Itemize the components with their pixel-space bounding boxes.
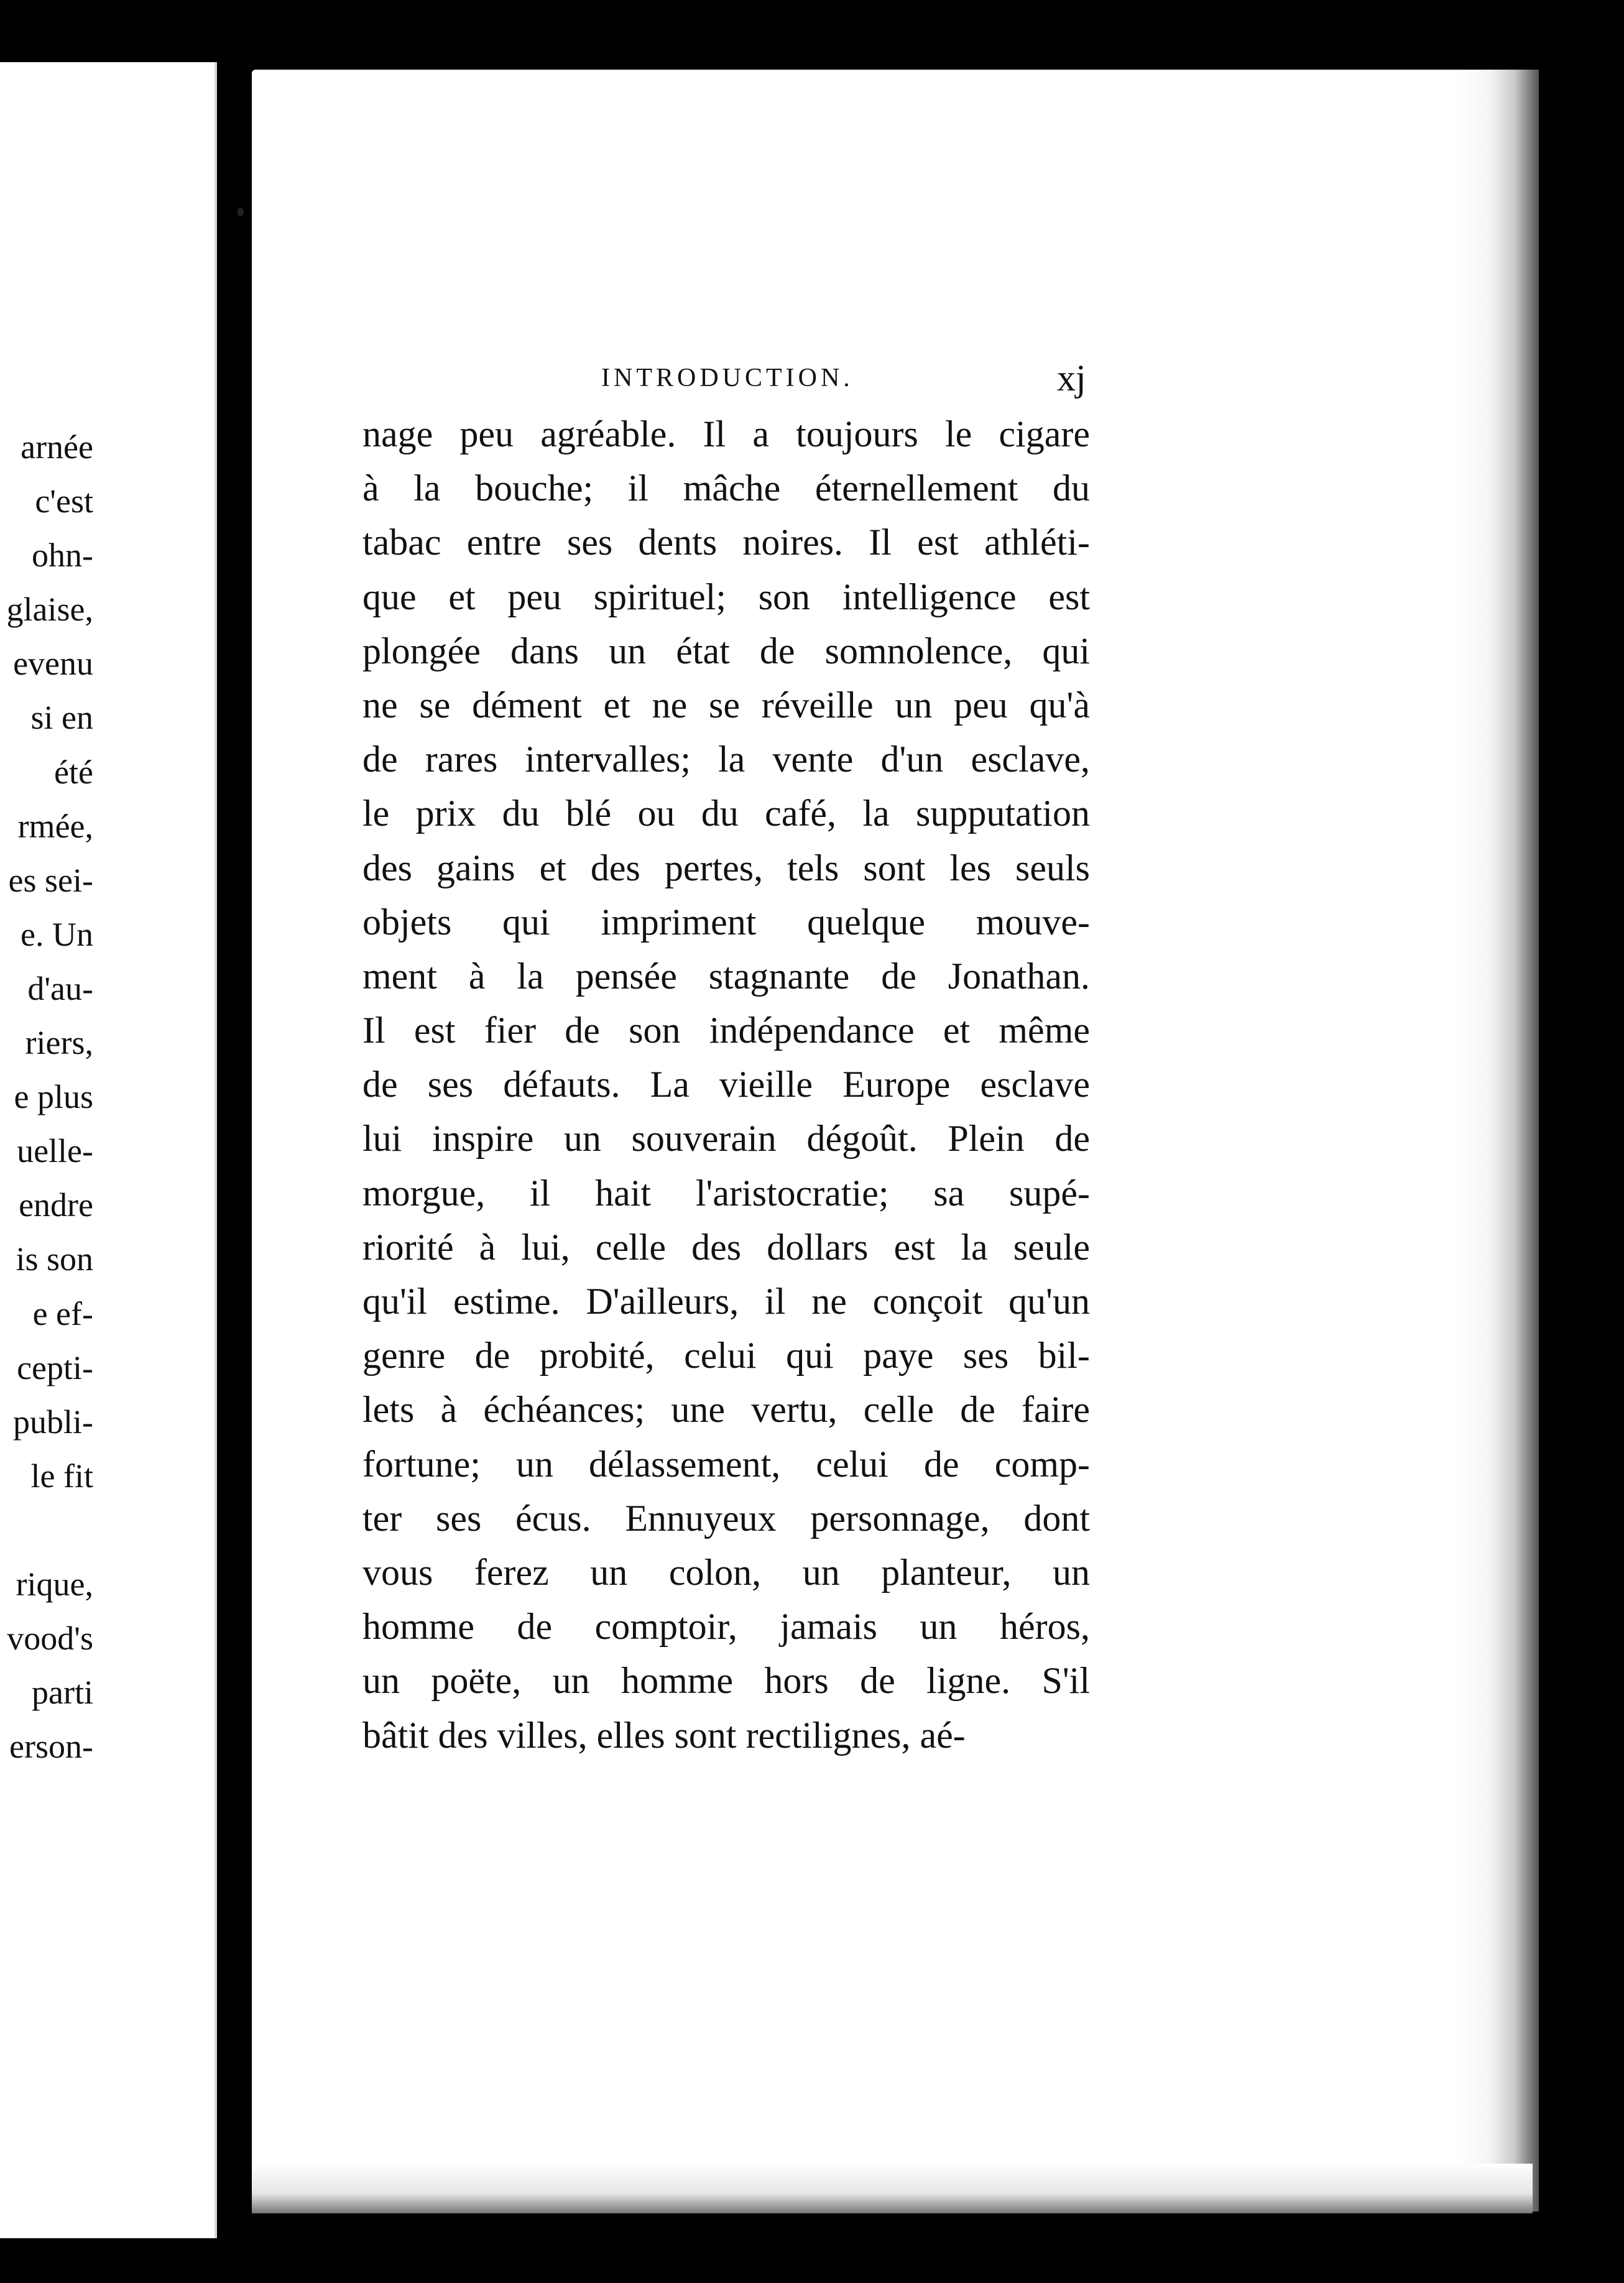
page-edge-shadow-bottom	[252, 2164, 1533, 2213]
left-fragment-line: riers,	[25, 1024, 93, 1062]
left-fragment-line: uelle-	[17, 1132, 93, 1170]
left-fragment-line: publi-	[13, 1403, 93, 1441]
text-line: qu'il estime. D'ailleurs, il ne conçoit qu'un	[362, 1281, 1090, 1322]
left-fragment-line: rmée,	[17, 807, 93, 845]
left-fragment-line: es sei-	[8, 861, 93, 899]
text-line: un poëte, un homme hors de ligne. S'il	[362, 1660, 1090, 1702]
text-line: de ses défauts. La vieille Europe esclave	[362, 1064, 1090, 1105]
text-line: Il est fier de son indépendance et même	[362, 1010, 1090, 1051]
left-fragment-line: le fit	[30, 1457, 93, 1495]
text-line: vous ferez un colon, un planteur, un	[362, 1551, 1090, 1593]
left-fragment-line	[0, 1503, 93, 1557]
left-fragment-line: evenu	[13, 645, 93, 683]
left-fragment-line: ohn-	[32, 537, 93, 574]
left-fragment-line: erson-	[9, 1728, 93, 1766]
left-page-text-fragments	[0, 420, 93, 1774]
left-fragment-line: is son	[16, 1240, 93, 1278]
text-line: lui inspire un souverain dégoût. Plein de	[362, 1118, 1090, 1160]
left-fragment-line: d'au-	[27, 969, 93, 1007]
left-fragment-line: e ef-	[32, 1294, 93, 1332]
left-facing-page	[0, 62, 217, 2238]
left-fragment-line: arnée	[21, 428, 93, 466]
left-fragment-line: parti	[32, 1674, 93, 1712]
text-line: objets qui impriment quelque mouve-	[362, 901, 1090, 943]
text-line: fortune; un délassement, celui de comp-	[362, 1443, 1090, 1485]
left-fragment-line: si en	[30, 699, 93, 737]
left-fragment-line: vood's	[7, 1620, 93, 1658]
page-number: xj	[1057, 357, 1086, 399]
left-fragment-line: rique,	[16, 1565, 93, 1603]
text-line: des gains et des pertes, tels sont les seuls	[362, 847, 1090, 888]
text-line: homme de comptoir, jamais un héros,	[362, 1606, 1090, 1648]
page-edge-shadow-right	[1458, 70, 1539, 2212]
text-line: que et peu spirituel; son intelligence est	[362, 576, 1090, 617]
body-text	[362, 407, 1090, 1763]
text-line: genre de probité, celui qui paye ses bil-	[362, 1335, 1090, 1377]
left-fragment-line: e. Un	[21, 915, 93, 953]
text-line: nage peu agréable. Il a toujours le cigare	[362, 413, 1090, 454]
ink-speck	[238, 208, 244, 216]
text-line: ter ses écus. Ennuyeux personnage, dont	[362, 1497, 1090, 1539]
text-line: ne se dément et ne se réveille un peu qu'à	[362, 684, 1090, 726]
left-fragment-line: e plus	[14, 1078, 93, 1116]
text-line-continued: bâtit des villes, elles sont rectilignes, aé-	[362, 1714, 966, 1756]
text-line: le prix du blé ou du café, la supputation	[362, 793, 1090, 834]
text-line: à la bouche; il mâche éternellement du	[362, 468, 1090, 509]
text-line: plongée dans un état de somnolence, qui	[362, 630, 1090, 671]
left-fragment-line: glaise,	[6, 591, 93, 629]
text-line: morgue, il hait l'aristocratie; sa supé-	[362, 1172, 1090, 1214]
left-fragment-line: cepti-	[17, 1349, 93, 1386]
text-line: lets à échéances; une vertu, celle de faire	[362, 1389, 1090, 1431]
left-fragment-line: endre	[19, 1186, 93, 1224]
text-line: ment à la pensée stagnante de Jonathan.	[362, 955, 1090, 997]
left-fragment-line: été	[54, 753, 93, 791]
text-line: de rares intervalles; la vente d'un esclave,	[362, 739, 1090, 780]
left-fragment-line: c'est	[35, 482, 93, 520]
running-head: INTRODUCTION.	[601, 364, 854, 392]
text-line: riorité à lui, celle des dollars est la seule	[362, 1226, 1090, 1268]
text-line: tabac entre ses dents noires. Il est athléti-	[362, 522, 1090, 563]
